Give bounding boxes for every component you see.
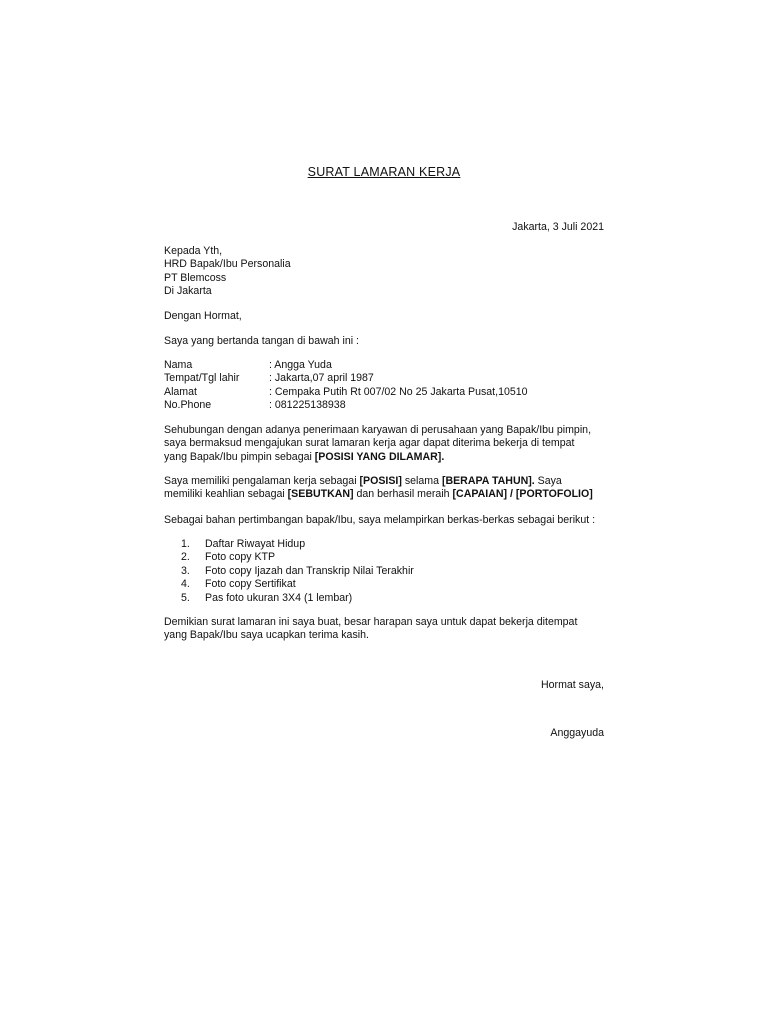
paragraph-experience bbox=[164, 475, 593, 502]
recipient-line: HRD Bapak/Ibu Personalia bbox=[164, 258, 291, 271]
field-value: : Jakarta,07 april 1987 bbox=[269, 372, 374, 385]
paragraph-line: Sehubungan dengan adanya penerimaan karyawan di perusahaan yang Bapak/Ibu pimpin, bbox=[164, 424, 592, 436]
list-number: 5. bbox=[181, 591, 190, 604]
list-number: 2. bbox=[181, 551, 190, 564]
attachment-list bbox=[164, 538, 414, 605]
paragraph-text: memiliki keahlian sebagai bbox=[164, 488, 288, 501]
list-text: Daftar Riwayat Hidup bbox=[205, 538, 306, 550]
list-item bbox=[164, 578, 414, 591]
recipient-block bbox=[164, 245, 291, 299]
list-item bbox=[164, 538, 414, 551]
field-label: Alamat bbox=[164, 385, 197, 398]
paragraph-opening bbox=[164, 424, 591, 464]
intro-text: Saya yang bertanda tangan di bawah ini : bbox=[164, 335, 359, 347]
list-text: Foto copy Sertifikat bbox=[205, 578, 296, 591]
field-label: Nama bbox=[164, 359, 193, 371]
paragraph-line: yang Bapak/Ibu saya ucapkan terima kasih. bbox=[164, 629, 369, 642]
paragraph-line bbox=[164, 451, 591, 464]
letter-title: SURAT LAMARAN KERJA bbox=[307, 165, 461, 179]
placeholder-duration: [BERAPA TAHUN]. bbox=[441, 475, 535, 487]
paragraph-attachments-intro: Sebagai bahan pertimbangan bapak/Ibu, saya melampirkan berkas-berkas sebagai berikut : bbox=[164, 514, 596, 526]
placeholder-posisi: [POSISI] bbox=[359, 475, 402, 487]
list-item bbox=[164, 551, 414, 564]
list-item bbox=[164, 592, 414, 605]
field-label: Tempat/Tgl lahir bbox=[164, 372, 240, 385]
position-placeholder: [POSISI YANG DILAMAR]. bbox=[314, 450, 445, 463]
place-date: Jakarta, 3 Juli 2021 bbox=[512, 221, 604, 233]
list-number: 3. bbox=[181, 564, 190, 577]
field-row-birth bbox=[164, 372, 528, 385]
field-value: : 081225138938 bbox=[269, 399, 346, 412]
applicant-fields bbox=[164, 359, 528, 413]
greeting: Dengan Hormat, bbox=[164, 310, 242, 322]
field-value: : Cempaka Putih Rt 007/02 No 25 Jakarta Pusat,10510 bbox=[269, 385, 528, 398]
field-label: No.Phone bbox=[164, 399, 212, 412]
paragraph-line bbox=[164, 488, 593, 501]
field-row-name bbox=[164, 359, 528, 372]
paragraph-text: yang Bapak/Ibu pimpin sebagai bbox=[164, 450, 315, 463]
paragraph-text: Saya bbox=[534, 475, 562, 487]
paragraph-line: Demikian surat lamaran ini saya buat, besar harapan saya untuk dapat bekerja ditempat bbox=[164, 616, 578, 628]
field-row-phone bbox=[164, 399, 528, 412]
placeholder-skills: [SEBUTKAN] bbox=[287, 488, 354, 501]
field-value: : Angga Yuda bbox=[269, 359, 332, 371]
list-text: Pas foto ukuran 3X4 (1 lembar) bbox=[205, 591, 353, 604]
paragraph-text: Saya memiliki pengalaman kerja sebagai bbox=[164, 475, 360, 487]
paragraph-text: dan berhasil meraih bbox=[353, 488, 453, 501]
paragraph-line bbox=[164, 475, 593, 488]
list-number: 4. bbox=[181, 578, 190, 591]
recipient-line: Di Jakarta bbox=[164, 285, 212, 298]
list-number: 1. bbox=[181, 538, 190, 550]
list-item bbox=[164, 565, 414, 578]
recipient-line: PT Blemcoss bbox=[164, 271, 227, 284]
list-text: Foto copy Ijazah dan Transkrip Nilai Terakhir bbox=[205, 564, 414, 577]
list-text: Foto copy KTP bbox=[205, 551, 276, 564]
recipient-line: Kepada Yth, bbox=[164, 245, 223, 257]
signoff: Hormat saya, bbox=[541, 679, 604, 691]
field-row-address bbox=[164, 386, 528, 399]
paragraph-closing bbox=[164, 616, 577, 643]
paragraph-line: saya bermaksud mengajukan surat lamaran kerja agar dapat diterima bekerja di tempat bbox=[164, 437, 575, 450]
paragraph-text: selama bbox=[401, 475, 442, 487]
signature-name: Anggayuda bbox=[550, 727, 604, 739]
placeholder-achievements: [CAPAIAN] / [PORTOFOLIO] bbox=[452, 488, 593, 501]
